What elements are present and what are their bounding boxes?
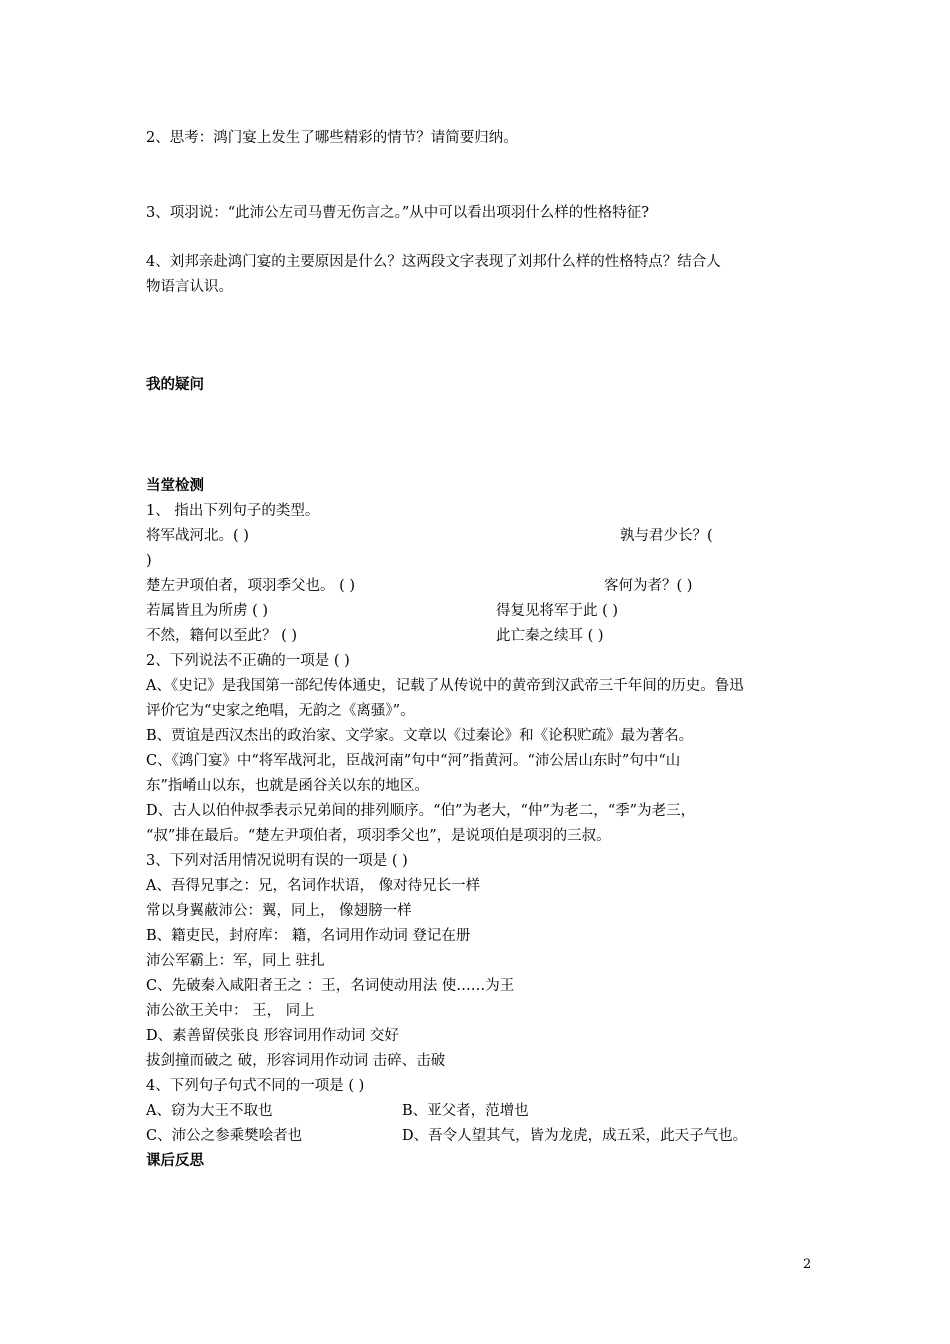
q1-row3-left: 若属皆且为所虏 ( ) (146, 603, 269, 619)
q1-row2-left: 楚左尹项伯者，项羽季父也。 ( ) (146, 578, 356, 594)
thinking-question-2: 2、思考：鸿门宴上发生了哪些精彩的情节？请简要归纳。 (146, 130, 518, 146)
q4-option-a: A、窃为大王不取也 (146, 1103, 273, 1119)
q3-option-d-line-2: 拔剑撞而破之 破，形容词用作动词 击碎、击破 (146, 1053, 446, 1069)
q3-option-b-line-2: 沛公军霸上：军，同上 驻扎 (146, 953, 325, 969)
page-number: 2 (803, 1257, 812, 1272)
my-questions-heading: 我的疑问 (146, 376, 204, 393)
q2-option-c-line-2: 东”指崤山以东，也就是函谷关以东的地区。 (146, 778, 429, 794)
q2-option-d-line-2: “叔”排在最后。“楚左尹项伯者，项羽季父也”，是说项伯是项羽的三叔。 (146, 828, 611, 844)
q2-option-a-line-1: A、《史记》是我国第一部纪传体通史，记载了从传说中的黄帝到汉武帝三千年间的历史。鲁迅 (146, 678, 744, 694)
q2-option-a-line-2: 评价它为“史家之绝唱，无韵之《离骚》”。 (146, 703, 415, 719)
q4-option-d: D、吾令人望其气，皆为龙虎，成五采，此天子气也。 (402, 1128, 748, 1144)
q2-option-c-line-1: C、《鸿门宴》中“将军战河北，臣战河南”句中“河”指黄河。“沛公居山东时”句中“山 (146, 753, 681, 769)
q2-option-d-line-1: D、古人以伯仲叔季表示兄弟间的排列顺序。“伯”为老大，“仲”为老二，“季”为老三， (146, 803, 696, 819)
q3-option-a-line-2: 常以身翼蔽沛公：翼，同上， 像翅膀一样 (146, 903, 412, 919)
test-heading: 当堂检测 (146, 477, 204, 494)
q2-stem: 2、下列说法不正确的一项是 ( ) (146, 653, 350, 669)
q4-stem: 4、下列句子句式不同的一项是 ( ) (146, 1078, 365, 1094)
thinking-question-4-line-1: 4、刘邦亲赴鸿门宴的主要原因是什么？这两段文字表现了刘邦什么样的性格特点？结合人 (146, 254, 721, 270)
q1-row1-continuation: ) (146, 553, 152, 569)
q1-row3-right: 得复见将军于此 ( ) (496, 603, 619, 619)
q1-row1-left: 将军战河北。( ) (146, 528, 249, 544)
q3-option-d-line-1: D、素善留侯张良 形容词用作动词 交好 (146, 1028, 399, 1044)
q2-option-b: B、贾谊是西汉杰出的政治家、文学家。文章以《过秦论》和《论积贮疏》最为著名。 (146, 728, 694, 744)
q3-option-c-line-1: C、先破秦入咸阳者王之 ：王，名词使动用法 使……为王 (146, 978, 515, 994)
q1-row2-right: 客何为者？( ) (604, 578, 693, 594)
q4-option-b: B、亚父者，范增也 (402, 1103, 529, 1119)
q1-row4-right: 此亡秦之续耳 ( ) (496, 628, 604, 644)
q3-option-c-line-2: 沛公欲王关中： 王， 同上 (146, 1003, 315, 1019)
q3-option-b-line-1: B、籍吏民，封府库： 籍，名词用作动词 登记在册 (146, 928, 471, 944)
q4-option-c: C、沛公之参乘樊哙者也 (146, 1128, 303, 1144)
q3-option-a-line-1: A、吾得兄事之：兄，名词作状语， 像对待兄长一样 (146, 878, 481, 894)
q1-row4-left: 不然，籍何以至此？ ( ) (146, 628, 298, 644)
q3-stem: 3、下列对活用情况说明有误的一项是 ( ) (146, 853, 408, 869)
thinking-question-4-line-2: 物语言认识。 (146, 279, 233, 295)
q1-row1-right: 孰与君少长？( (620, 528, 713, 544)
q1-stem: 1、 指出下列句子的类型。 (146, 503, 320, 519)
reflection-heading: 课后反思 (146, 1152, 204, 1169)
thinking-question-3: 3、项羽说：“此沛公左司马曹无伤言之。”从中可以看出项羽什么样的性格特征? (146, 205, 650, 221)
